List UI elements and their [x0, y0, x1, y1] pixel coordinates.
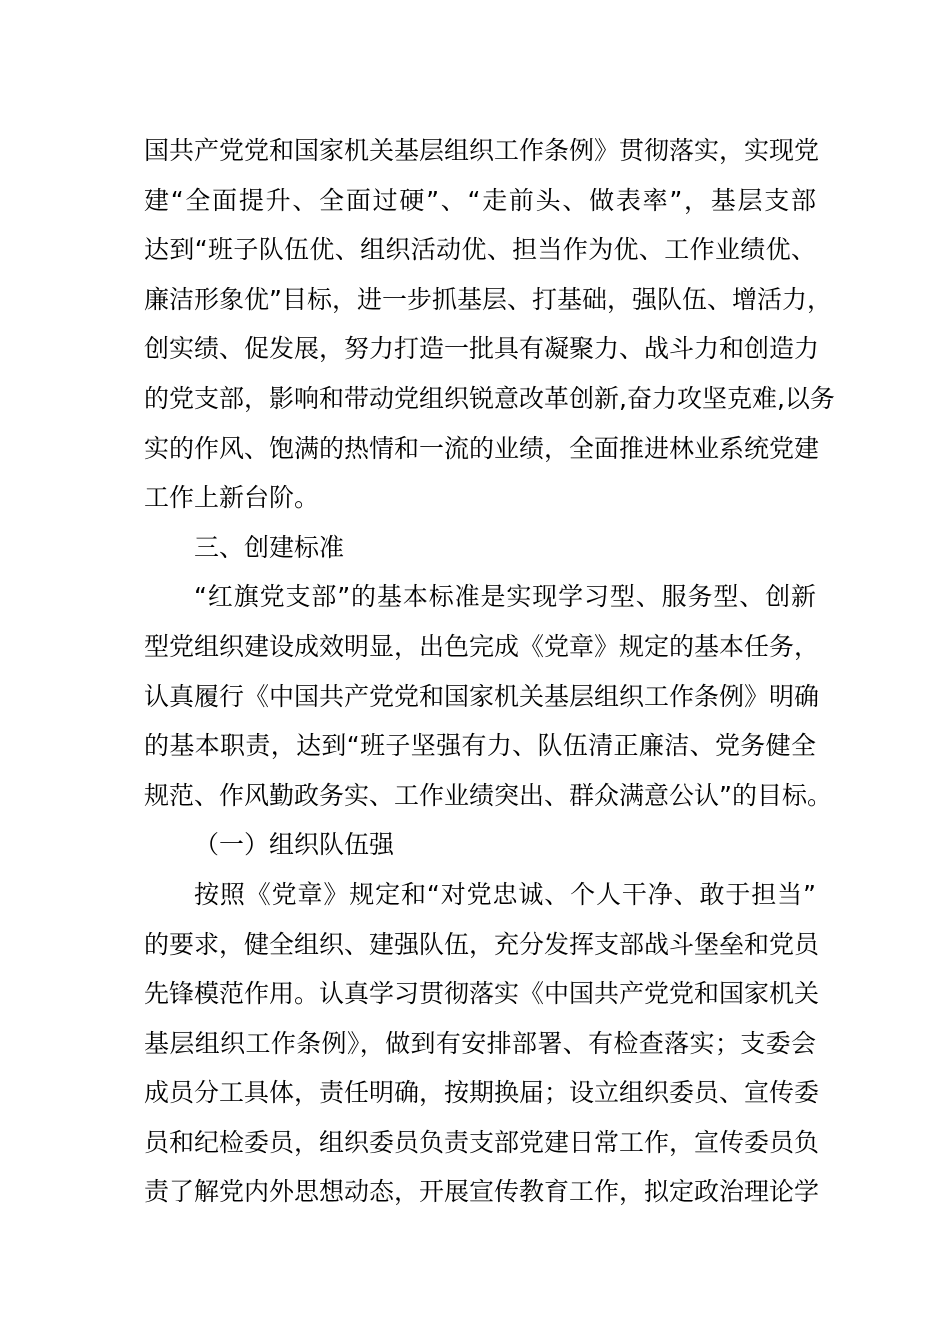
text-line: “红旗党支部”的基本标准是实现学习型、服务型、创新 — [194, 582, 816, 612]
text-line: 按照《党章》规定和“对党忠诚、个人干净、敢于担当” — [194, 879, 816, 909]
text-line: 规范、作风勤政务实、工作业绩突出、群众满意公认”的目标。 — [144, 780, 832, 810]
text-line: 国共产党党和国家机关基层组织工作条例》贯彻落实，实现党 — [144, 136, 820, 165]
text-line: 的党支部，影响和带动党组织锐意改革创新,奋力攻坚克难,以务 — [144, 383, 835, 413]
document-body — [144, 126, 835, 1217]
text-line: 型党组织建设成效明显，出色完成《党章》规定的基本任务， — [144, 631, 820, 661]
text-line: 工作上新台阶。 — [144, 483, 320, 513]
subsection-heading: （一）组织队伍强 — [194, 830, 395, 860]
text-line: 成员分工具体，责任明确，按期换届；设立组织委员、宣传委 — [144, 1078, 820, 1108]
text-line: 建“全面提升、全面过硬”、“走前头、做表率”，基层支部 — [144, 185, 816, 215]
text-line: 廉洁形象优”目标，进一步抓基层、打基础，强队伍、增活力， — [144, 284, 832, 314]
text-line: 的基本职责，达到“班子坚强有力、队伍清正廉洁、党务健全 — [144, 731, 816, 761]
text-line: 先锋模范作用。认真学习贯彻落实《中国共产党党和国家机关 — [144, 979, 820, 1009]
text-line: 的要求，健全组织、建强队伍，充分发挥支部战斗堡垒和党员 — [144, 929, 820, 959]
text-line: 达到“班子队伍优、组织活动优、担当作为优、工作业绩优、 — [144, 235, 816, 265]
text-line: 实的作风、饱满的热情和一流的业绩，全面推进林业系统党建 — [144, 433, 820, 463]
text-line: 员和纪检委员，组织委员负责支部党建日常工作，宣传委员负 — [144, 1127, 820, 1157]
text-line: 创实绩、促发展，努力打造一批具有凝聚力、战斗力和创造力 — [144, 334, 820, 364]
text-line: 基层组织工作条例》，做到有安排部署、有检查落实；支委会 — [144, 1028, 816, 1058]
text-line: 责了解党内外思想动态，开展宣传教育工作，拟定政治理论学 — [144, 1177, 820, 1207]
section-heading: 三、创建标准 — [194, 532, 345, 562]
text-line: 认真履行《中国共产党党和国家机关基层组织工作条例》明确 — [144, 681, 820, 711]
